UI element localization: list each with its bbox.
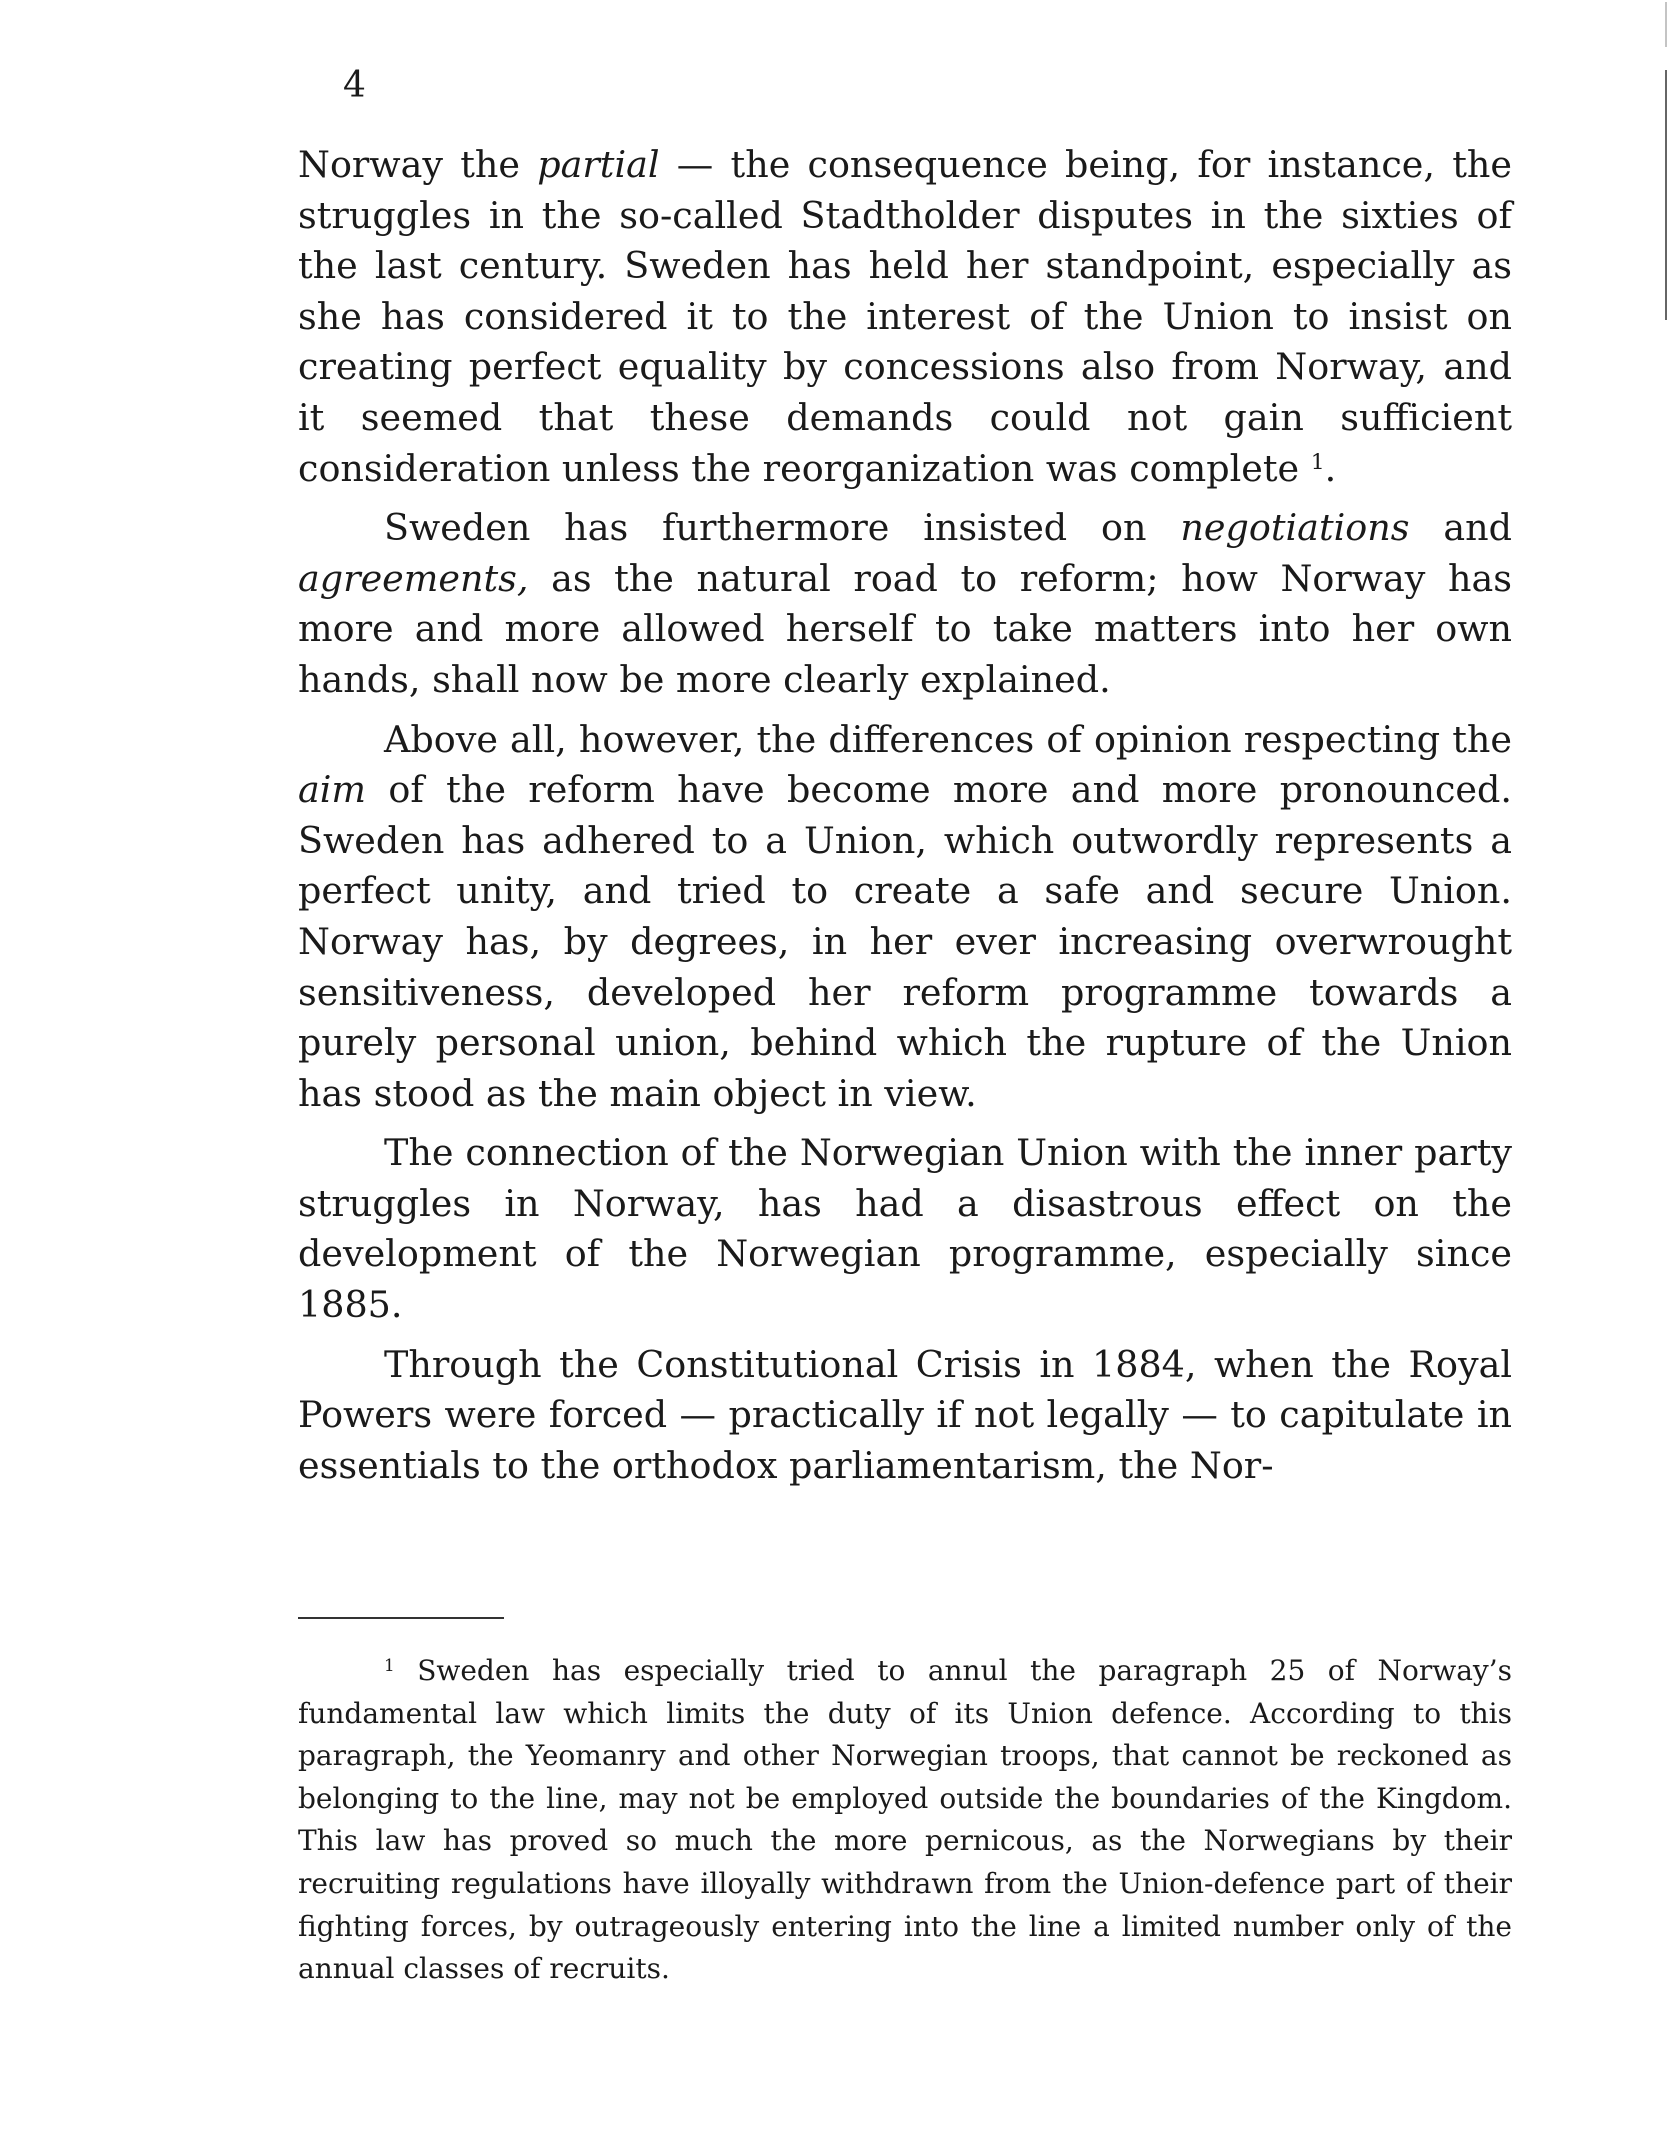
footnote-reference: 1 xyxy=(1310,449,1325,475)
footnote xyxy=(298,1650,1512,1991)
paragraph: Above all, however, the differences of opinion respecting the aim of the reform have become more and more pronounced. Sweden has adhered to a Union, which outwordly represents a perfect unity, and tried to create a safe and secure Union. Norway has, by degrees, in her ever increasing overwrought sensitiveness, developed her reform programme towards a purely personal union, behind which the rupture of the Union has stood as the main object in view. xyxy=(298,717,1512,1115)
emphasis: agreements, xyxy=(298,556,529,600)
emphasis: partial xyxy=(537,143,660,186)
emphasis: negotiations xyxy=(1180,506,1410,550)
paragraph: Norway the partial — the consequence being, for instance, the struggles in the so-called Stadtholder disputes in the sixties of the last century. Sweden has held her standpoint, especially as she has considered it to the interest of the Union to insist on creating perfect equality by concessions also from Norway, and it seemed that these demands could not gain sufficient consideration unless the reorganization was complete $^1$. xyxy=(298,143,1513,490)
paragraph: Through the Constitutional Crisis in 1884, when the Royal Powers were forced — practically if not legally — to capitulate in essentials to the orthodox parliamentarism, the Nor- xyxy=(298,1342,1512,1487)
footnote-divider xyxy=(298,1617,504,1619)
paragraph: The connection of the Norwegian Union with the inner party struggles in Norway, has had a disastrous effect on the development of the Norwegian programme, especially since 1885. xyxy=(298,1131,1512,1327)
scan-edge-mark xyxy=(1665,70,1667,320)
paragraph: Sweden has furthermore insisted on negotiations and agreements, as the natural road to reform; how Norway has more and more allowed herself to take matters into her own hands, shall now be more clearly explained. xyxy=(298,506,1512,701)
scan-edge-mark xyxy=(1665,2,1667,47)
emphasis: aim xyxy=(298,768,367,812)
page-number: 4 xyxy=(343,65,366,106)
body-text xyxy=(298,140,1512,1500)
footnote-text: Sweden has especially tried to annul the paragraph 25 of Norway’s fundamental law which limits the duty of its Union defence. According to this paragraph, the Yeomanry and other Norwegian troops, that cannot be reckoned as belonging to the line, may not be employed outside the boundaries of the Kingdom. This law has proved so much the more pernicous, as the Norwegians by their recruiting regulations have illoyally withdrawn from the Union-defence part of their fighting forces, by outrageously entering into the line a limited number only of the annual classes of recruits. xyxy=(298,1654,1512,1986)
footnote-marker: 1 xyxy=(384,1654,395,1675)
